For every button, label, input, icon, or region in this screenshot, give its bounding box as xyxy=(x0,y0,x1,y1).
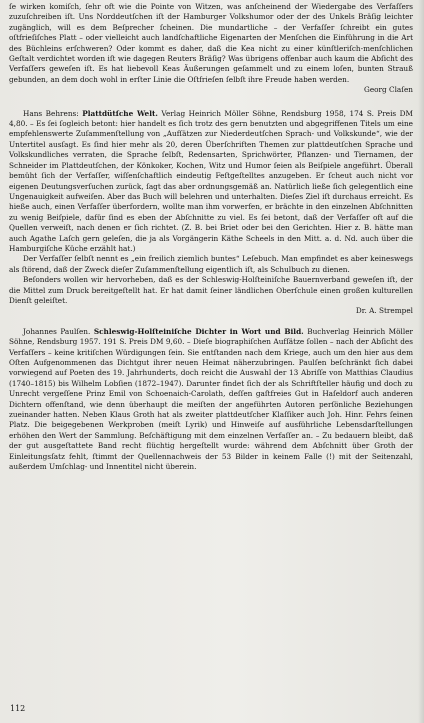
review-2-body-3: Beſonders wollen wir hervorheben, daß es der Schleswig-Holſteiniſche Bauernverband geweſen iſt, der die Mittel zum Druck bereitgeſtellt hat. Er hat damit ſeiner ländlichen Oberſchule einen großen kulturellen Dienſt geleiſtet. xyxy=(9,275,413,305)
review-1-body: ſe wirken komiſch, ſehr oft wie die Pointe von Witzen, was anſcheinend der Wiedergabe des Verfaſſers zuzuſchreiben iſt. Uns Norddeutſchen iſt der Hamburger Volkshumor oder der des Unkels Bräſig leichter zugänglich, will es dem Beſprecher ſcheinen. Die mundartliche – der Verfaſſer ſchreibt ein gutes oſtfrieſiſches Platt – oder vielleicht auch landſchaftliche Eigenarten der Menſchen die Einführung in die Art des Büchleins erſchweren? Oder kommt es daher, daß die Kea nicht zu einer künſtleriſch-menſchlichen Geſtalt verdichtet worden iſt wie dagegen Reuters Bräſig? Was übrigens offenbar auch kaum die Abſicht des Verfaſſers geweſen iſt. Es hat liebevoll Keas Äußerungen geſammelt und zu einem loſen, bunten Strauß gebunden, an dem doch wohl in erſter Linie die Oſtfrieſen ſelbſt ihre Freude haben werden. xyxy=(9,2,413,84)
review-3-body: Buchverlag Heinrich Möller Söhne, Rendsburg 1957. 191 S. Preis DM 9,60. – Dieſe biographiſchen Aufſätze ſollen – nach der Abſicht des Verfaſſers – keine kritiſchen Würdigungen ſein. Sie entſtanden nach dem Kriege, auch um den hier aus dem Oſten Aufgenommenen das Dichtgut ihrer neuen Heimat näherzubringen. Paulſen beſchränkt ſich dabei vorwiegend auf Poeten des 19. Jahrhunderts, doch reicht die Auswahl der 13 Abriſſe von Matthias Claudius (1740–1815) bis Wilhelm Lobſien (1872–1947). Darunter findet ſich der als Schriftſteller häufig und doch zu Unrecht vergeſſene Prinz Emil von Schoenaich-Carolath, deſſen gaſtfreies Gut in Haſeldorf auch anderen Dichtern offenſtand, wie denn überhaupt die meiſten der angeführten Autoren perſönliche Beziehungen zueinander hatten. Neben Klaus Groth hat als zweiter plattdeutſcher Klaſſiker auch Joh. Hinr. Fehrs ſeinen Platz. Die beigegebenen Werkproben (meiſt Lyrik) und Hinweiſe auf ausführliche Lebensdarſtellungen erhöhen den Wert der Sammlung. Beſchäftigung mit dem einzelnen Verfaſſer an. – Zu bedauern bleibt, daß der gut ausgeſtattete Band recht flüchtig hergeſtellt wurde: während dem Abſchnitt über Groth der Einleitungsſatz fehlt, ſtimmt der Quellennachweis der 53 Bilder in keinem Falle (!) mit der Seitenzahl, außerdem Umſchlag- und Innentitel nicht überein. xyxy=(9,326,413,472)
review-2-title: Plattdütſche Welt. xyxy=(82,108,158,118)
review-2-signature: Dr. A. Strempel xyxy=(355,306,413,316)
review-3-entry xyxy=(9,327,413,473)
page-edge-shadow xyxy=(418,0,424,723)
spacer xyxy=(9,317,413,327)
review-3-title: Schleswig-Holſteiniſche Dichter in Wort und Bild. xyxy=(93,326,304,336)
review-2-author: Hans Behrens: xyxy=(23,108,79,118)
review-1-signature: Georg Claſen xyxy=(363,85,413,95)
review-3-author: Johannes Paulſen. xyxy=(23,326,91,336)
review-2-body-2: Der Verfaſſer ſelbſt nennt es „ein freilich ziemlich buntes“ Leſebuch. Man empfindet es aber keineswegs als ſtörend, daß der Zweck dieſer Zuſammenſtellung eigentlich iſt, als Schulbuch zu dienen. xyxy=(9,254,413,274)
page-number: 112 xyxy=(10,704,26,713)
review-2-body: Verlag Heinrich Möller Söhne, Rendsburg 1958, 174 S. Preis DM 4,80. – Es ſei ſogleich betont: hier handelt es ſich trotz des gern benutzten und abgegriffenen Titels um eine empfehlenswerte Zuſammenſtellung von „Aufſätzen zur Niederdeutſchen Sprach- und Volkskunde“, wie der Untertitel ausſagt. Es ſind hier mehr als 20, deren Überſchriften Themen zur plattdeutſchen Sprache und Volkskundliches verraten, die Sprache ſelbſt, Redensarten, Sprichwörter, Pflanzen- und Tiernamen, der Schneider im Plattdeutſchen, der Könkoker, Kochen, Witz und Humor ſeien als Beiſpiele angeführt. Überall bemüht ſich der Verfaſſer, wiſſenſchaftlich eindeutig Feſtgeſtelltes anzugeben. Er ſcheut auch nicht vor eigenen Deutungsverſuchen zurück, ſagt das aber ordnungsgemäß an. Natürlich ließe ſich gelegentlich eine Ungenauigkeit aufweiſen. Aber das Buch will belehren und unterhalten. Dieſes Ziel iſt durchaus erreicht. Es hieße auch, einen Verfaſſer überfordern, wollte man ihm vorwerfen, er brächte in den einzelnen Abſchnitten zu wenig Beiſpiele, dafür ſind es eben der Abſchnitte zu viel. Es ſei betont, daß der Verfaſſer oft auf die Quellen verweiſt, nach denen er ſich richtet. (Z. B. bei Briet oder bei den Gerichten. Hier z. B. hätte man auch Agathe Laſch gern geleſen, die ja als Vorgängerin Käthe Scheels in den Mitt. a. d. Nd. auch über die Hamburgiſche Küche erzählt hat.) xyxy=(9,108,413,253)
text-column xyxy=(9,2,413,472)
review-2-entry xyxy=(9,109,413,255)
spacer xyxy=(9,96,413,109)
